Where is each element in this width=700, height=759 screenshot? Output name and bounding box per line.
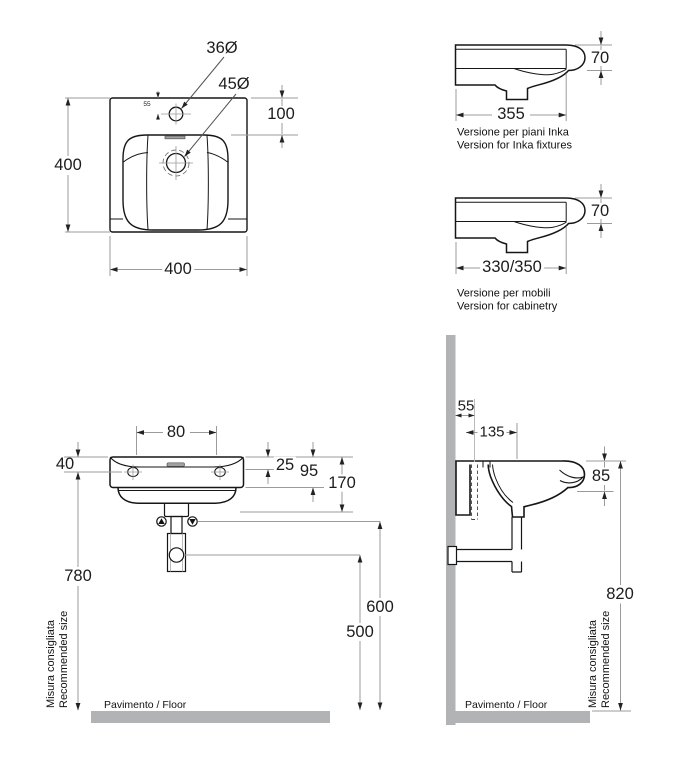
side-rim-thickness-label: 85 (591, 466, 611, 485)
profile-cabinet-view (456, 198, 586, 253)
plan-width-label: 400 (164, 259, 192, 278)
side-note-english: Recommended size (599, 610, 612, 708)
inka-caption-english: Version for Inka fixtures (457, 139, 572, 152)
inka-caption-italian: Versione per piani Inka (457, 126, 569, 139)
front-dimension-lines (64, 422, 380, 710)
cabinet-thickness-label: 70 (590, 201, 610, 220)
side-note-italian: Misura consigliata (587, 619, 599, 708)
front-recommended-size-note (45, 606, 70, 708)
side-bolt-offset-label: 55 (457, 397, 475, 415)
plan-hole-offset-label: 100 (267, 104, 295, 123)
front-floor-label: Pavimento / Floor (104, 699, 187, 711)
side-drain-offset-label: 135 (479, 423, 505, 441)
side-view (448, 461, 585, 572)
front-trap-height-label: 500 (346, 622, 374, 641)
front-apron-label: 95 (299, 461, 319, 480)
front-hole-drop-label: 40 (55, 454, 75, 473)
front-note-italian: Misura consigliata (45, 619, 57, 708)
front-hole-spacing-label: 80 (166, 422, 186, 441)
plan-arrowheads (66, 91, 285, 272)
plan-height-label: 400 (54, 155, 82, 174)
cabinet-depth-label: 330/350 (482, 257, 542, 276)
plan-faucet-offset-label: 55 (143, 100, 151, 108)
front-note-english: Recommended size (57, 610, 70, 708)
front-recess-label: 25 (275, 455, 295, 474)
cabinet-caption-italian: Versione per mobili (457, 287, 551, 300)
inka-depth-label: 355 (497, 104, 525, 123)
inka-thickness-label: 70 (590, 48, 610, 67)
front-drain-height-label: 600 (366, 597, 394, 616)
side-rim-height-label: 820 (606, 584, 634, 603)
front-bowl-depth-label: 170 (328, 473, 356, 492)
front-valve-symbols (158, 518, 195, 524)
front-view (110, 457, 244, 572)
profile-inka-view (456, 45, 586, 100)
plan-dimension-lines (65, 57, 298, 276)
plan-faucet-diameter-label: 36Ø (206, 38, 238, 57)
wall-and-floor-surfaces (91, 335, 590, 725)
plan-view (110, 98, 247, 232)
front-rim-height-label: 780 (64, 566, 92, 585)
side-floor-label: Pavimento / Floor (465, 699, 548, 711)
cabinet-caption-english: Version for cabinetry (457, 300, 558, 313)
plan-drain-diameter-label: 45Ø (218, 74, 250, 93)
side-recommended-size-note (587, 606, 612, 708)
